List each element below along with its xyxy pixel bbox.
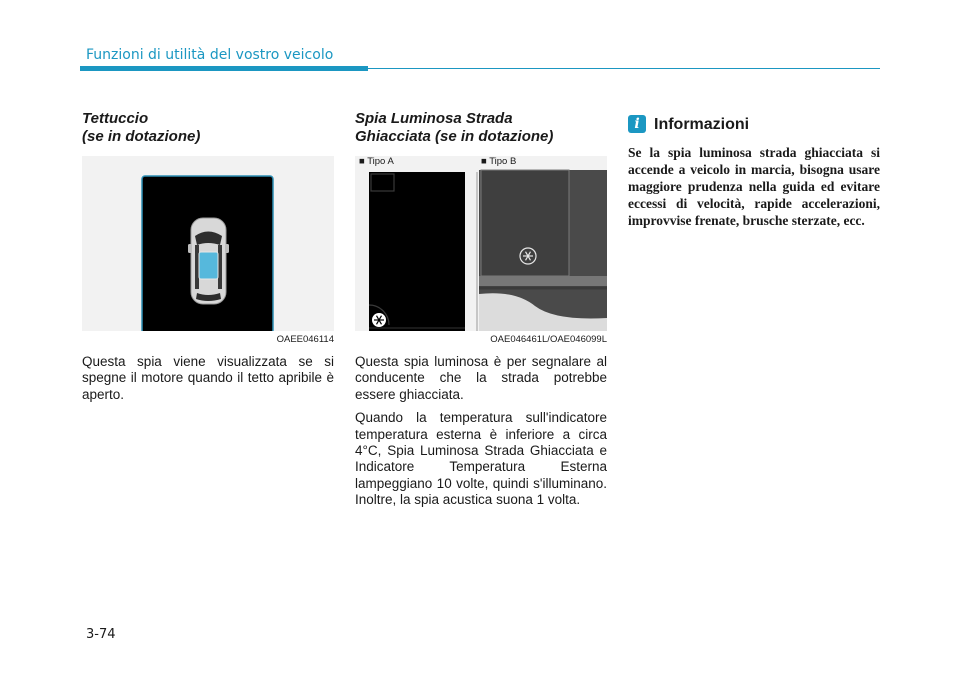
info-text: Se la spia luminosa strada ghiacciata si accende a veicolo in marcia, bisogna usare maggiore prudenza nella guida ed evitare eccessi di velocità, rapide accelerazioni, improvvise frenate, brusche sterzate, ecc. <box>628 145 880 228</box>
header-bar-thin <box>368 68 880 69</box>
sunroof-figure-code: OAEE046114 <box>276 334 334 345</box>
snowflake-icon <box>372 313 386 327</box>
icy-road-figure-code: OAE046461L/OAE046099L <box>490 334 607 345</box>
sunroof-heading <box>82 110 334 154</box>
type-a-display <box>369 172 465 331</box>
icy-road-figure <box>355 156 607 331</box>
icy-road-paragraph-2: Quando la temperatura sull'indicatore temperatura esterna è inferiore a circa 4°C, Spia Luminosa Strada Ghiacciata e Indicatore Temperatura Esterna lampeggiano 10 volte, quindi s'illuminano. Inoltre, la spia acustica suona 1 volta. <box>355 410 607 508</box>
type-b-display <box>479 170 607 331</box>
header-title: Funzioni di utilità del vostro veicolo <box>86 47 334 63</box>
sunroof-heading-line2: (se in dotazione) <box>82 128 201 145</box>
sunroof-display-illustration <box>82 156 334 331</box>
sunroof-section <box>82 110 334 403</box>
info-section <box>628 110 880 229</box>
icy-road-section <box>355 110 607 509</box>
info-icon: i <box>628 115 646 133</box>
sunroof-heading-line1: Tettuccio <box>82 110 149 127</box>
icy-road-heading-line1: Spia Luminosa Strada <box>355 110 513 127</box>
icy-road-heading-line2: Ghiacciata (se in dotazione) <box>355 128 554 145</box>
icy-road-display-illustration <box>355 156 607 331</box>
icy-road-heading <box>355 110 607 154</box>
page-number: 3-74 <box>86 627 116 642</box>
type-b-label: ■ Tipo B <box>481 156 517 167</box>
type-a-label: ■ Tipo A <box>359 156 394 167</box>
info-header <box>628 110 880 140</box>
sunroof-figure <box>82 156 334 331</box>
header-bar-thick <box>80 66 368 71</box>
info-title: Informazioni <box>654 116 750 133</box>
icy-road-paragraph-1: Questa spia luminosa è per segnalare al conducente che la strada potrebbe essere ghiacciata. <box>355 354 607 402</box>
sunroof-text: Questa spia viene visualizzata se si spegne il motore quando il tetto apribile è aperto. <box>82 354 334 402</box>
car-top-view-icon <box>188 218 229 304</box>
